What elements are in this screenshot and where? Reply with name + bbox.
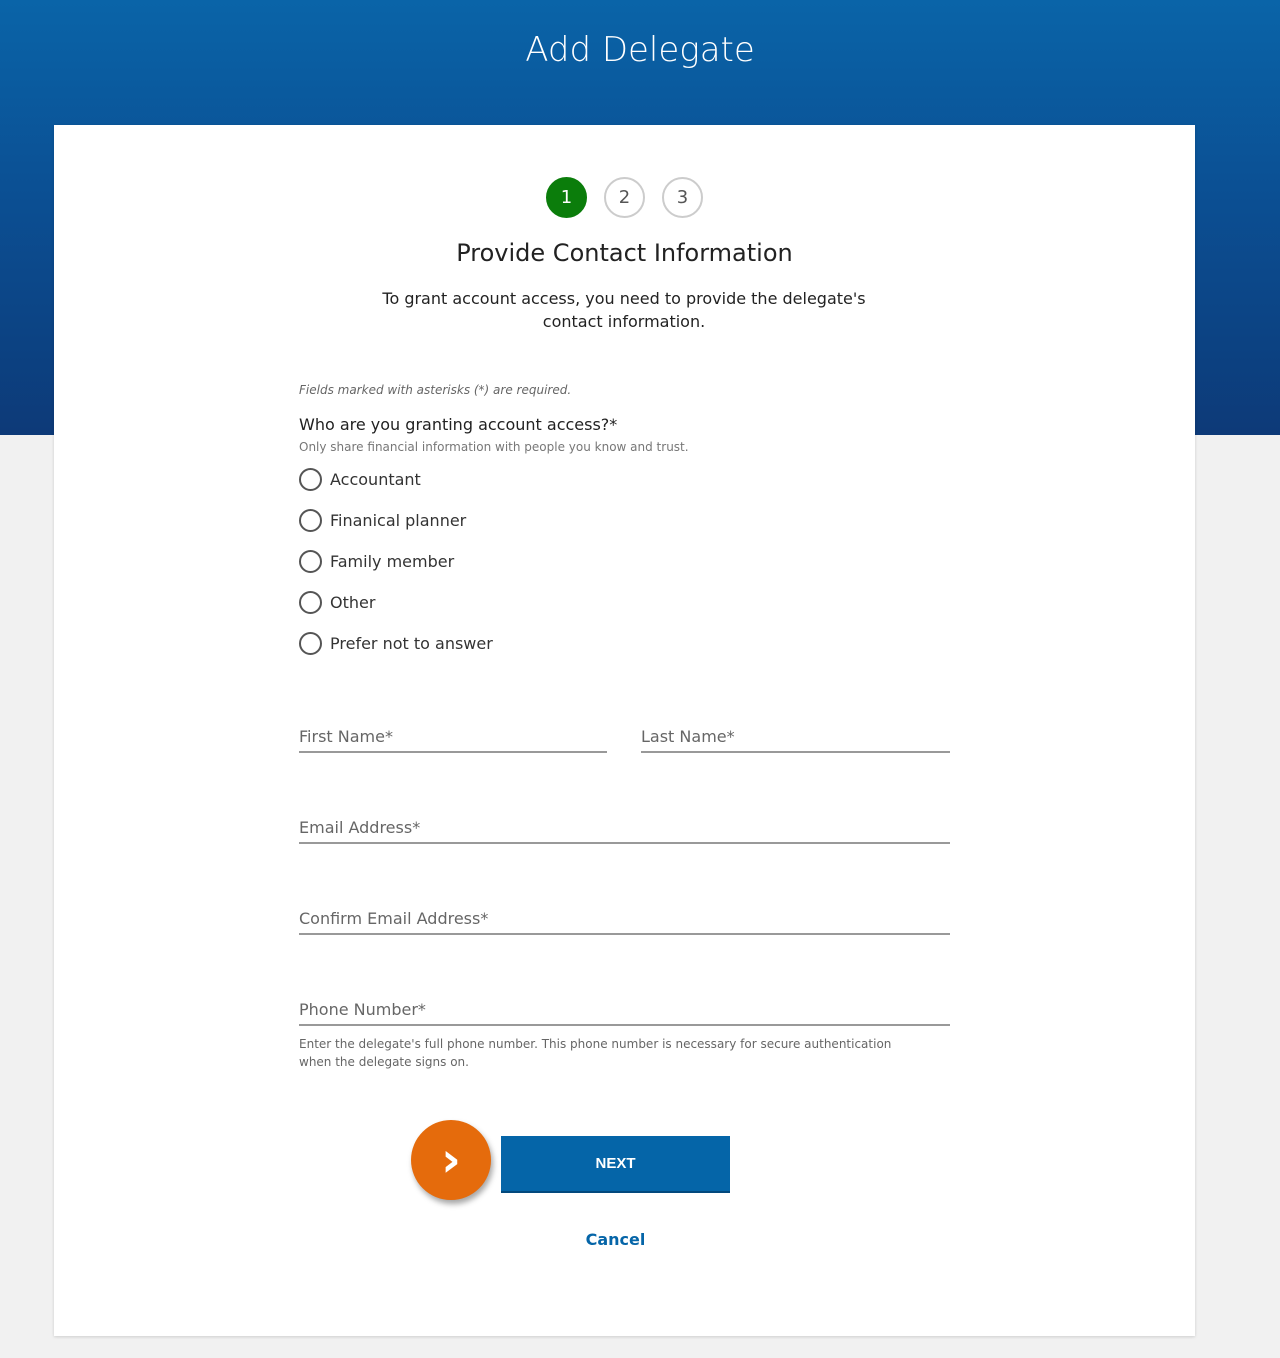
intro-text: To grant account access, you need to provide the delegate's contact information. <box>382 289 866 331</box>
radio-circle-icon[interactable] <box>299 591 322 614</box>
step-3: 3 <box>662 177 703 218</box>
radio-family-member[interactable] <box>299 550 950 573</box>
chevron-right-icon: › <box>411 1120 491 1200</box>
required-note: Fields marked with asterisks (*) are required. <box>299 383 572 397</box>
section-title: Provide Contact Information <box>456 239 793 267</box>
next-button[interactable]: NEXT <box>501 1136 730 1193</box>
phone-hint: Enter the delegate's full phone number. This phone number is necessary for secure authentication when the delegate signs on. <box>299 1037 892 1069</box>
radio-circle-icon[interactable] <box>299 509 322 532</box>
radio-financial-planner[interactable] <box>299 509 950 532</box>
contact-form <box>299 383 950 1069</box>
relationship-radio-group <box>299 468 950 655</box>
question-label: Who are you granting account access?* <box>299 415 618 434</box>
radio-label: Prefer not to answer <box>330 634 493 653</box>
step-2: 2 <box>604 177 645 218</box>
radio-other[interactable] <box>299 591 950 614</box>
phone-field[interactable]: Phone Number* <box>299 996 950 1026</box>
page-title: Add Delegate <box>525 30 755 70</box>
email-field[interactable]: Email Address* <box>299 814 950 844</box>
first-name-field[interactable]: First Name* <box>299 723 607 753</box>
radio-circle-icon[interactable] <box>299 632 322 655</box>
radio-label: Accountant <box>330 470 421 489</box>
radio-circle-icon[interactable] <box>299 550 322 573</box>
radio-circle-icon[interactable] <box>299 468 322 491</box>
radio-label: Finanical planner <box>330 511 467 530</box>
step-1: 1 <box>546 177 587 218</box>
radio-accountant[interactable] <box>299 468 950 491</box>
radio-prefer-not[interactable] <box>299 632 950 655</box>
radio-label: Family member <box>330 552 455 571</box>
cancel-link[interactable]: Cancel <box>585 1230 646 1249</box>
question-hint: Only share financial information with people you know and trust. <box>299 440 689 454</box>
last-name-field[interactable]: Last Name* <box>641 723 950 753</box>
confirm-email-field[interactable]: Confirm Email Address* <box>299 905 950 935</box>
radio-label: Other <box>330 593 376 612</box>
step-indicator <box>54 177 1195 218</box>
